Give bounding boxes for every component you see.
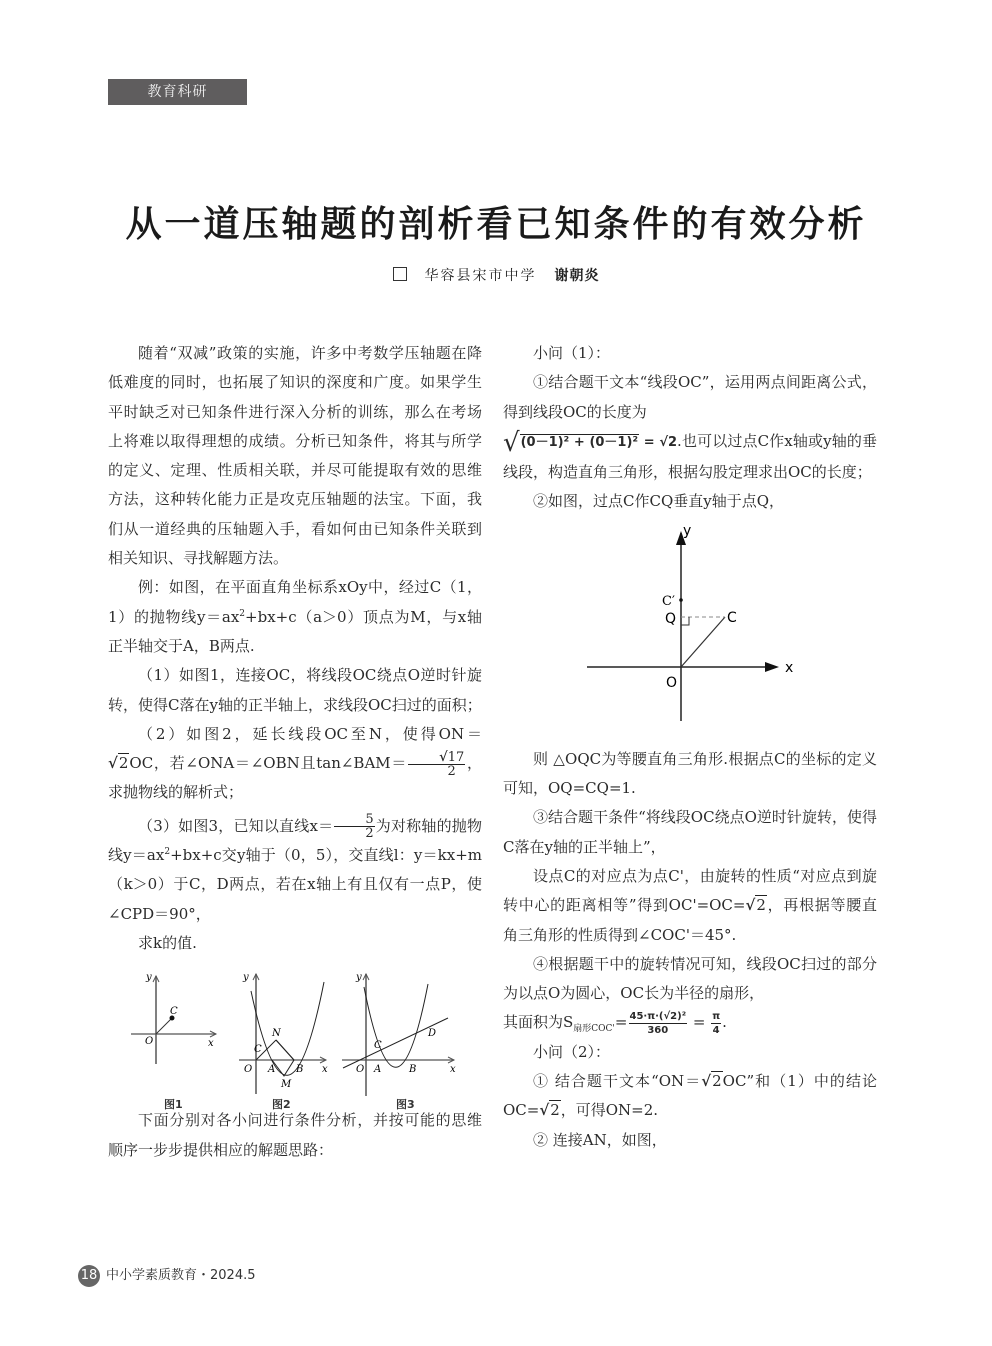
figure-2 <box>236 964 336 1102</box>
fig2-segment-nb <box>276 1040 294 1060</box>
left-column <box>108 339 482 1165</box>
fig3-label-y: y <box>356 972 362 984</box>
intro-paragraph: 随着“双减”政策的实施，许多中考数学压轴题在降低难度的同时，也拓展了知识的深度和广度。如果学生平时缺乏对已知条件进行深入分析的训练，那么在考场上将难以取得理想的成绩。分析已知条件，将其与所学的定义、定理、性质相关联，并尽可能提取有效的思维方法，这种转化能力正是攻克压轴题的法宝。下面，我们从一道经典的压轴题入手，看如何由已知条件关联到相关知识、寻找解题方法。 <box>108 344 482 568</box>
figure-1 <box>126 964 226 1102</box>
fig2-label-a: A <box>268 1064 276 1076</box>
fig2-polygon-n-b-m-a <box>272 1040 294 1076</box>
s1-step-1: ①结合题干文本“线段OC”，运用两点间距离公式，得到线段OC的长度为 √(0－1)² + (0－1)² = √2.也可以过点C作x轴或y轴的垂线段，构造直角三角形，根据勾股定理求出OC的长度； <box>503 373 878 482</box>
fig2-parabola <box>251 982 324 1075</box>
byline <box>0 265 992 285</box>
fig2-label-o: O <box>244 1064 253 1076</box>
point-c-prime <box>679 598 683 602</box>
closing-paragraph: 下面分别对各小问进行条件分析，并按可能的思维顺序一步步提供相应的解题思路： <box>108 1111 482 1159</box>
s1-step-2-result: 则 △OQC为等腰直角三角形.根据点C的坐标的定义可知，OQ=CQ=1. <box>503 749 877 798</box>
fig3-label-x: x <box>450 1064 456 1076</box>
fig1-caption: 图1 <box>164 1098 183 1112</box>
s1-step-3: ③结合题干条件“将线段OC绕点O逆时针旋转，使得C落在y轴的正半轴上”， <box>503 808 877 856</box>
fig3-parabola <box>364 984 428 1067</box>
affiliation: 华容县宋市中学 <box>424 268 537 284</box>
fig3-caption: 图3 <box>396 1098 415 1112</box>
tan-fraction: $\frac{√17}{2}$ <box>408 751 465 778</box>
figures-row <box>108 964 482 1112</box>
diagram-label-q: Q <box>665 610 677 627</box>
question-3-ask: 求k的值. <box>138 933 197 952</box>
diagram-x-arrow <box>765 662 779 672</box>
article-title: 从一道压轴题的剖析看已知条件的有效分析 <box>125 204 867 245</box>
s1-step-2: ②如图，过点C作CQ垂直y轴于点Q， <box>533 492 785 511</box>
fig1-label-y: y <box>146 972 152 984</box>
fig3-label-a: A <box>374 1064 382 1076</box>
fig2-label-c: C <box>254 1044 262 1056</box>
fig2-label-b: B <box>296 1064 304 1076</box>
fig1-label-c: C <box>170 1006 178 1018</box>
square-bullet-icon <box>393 267 407 281</box>
right-angle-mark <box>681 617 689 625</box>
fig3-label-b: B <box>409 1064 417 1076</box>
distance-formula: √(0－1)² + (0－1)² = √2 <box>503 427 678 458</box>
fig2-caption: 图2 <box>272 1098 291 1112</box>
oqc-diagram-svg <box>503 521 877 735</box>
fig3-label-d: D <box>428 1028 437 1040</box>
example-paragraph: 例：如图，在平面直角坐标系xOy中，经过C（1，1）的抛物线$y=ax^2+bx+c(a>0)$顶点为M，与x轴正半轴交于A，B两点. <box>108 578 483 655</box>
journal-name: 中小学素质教育・2024.5 <box>106 1268 256 1283</box>
question-1: （1）如图1，连接OC，将线段OC绕点O逆时针旋转，使得C落在y轴的正半轴上，求线段OC扫过的面积； <box>108 666 482 714</box>
fig3-label-o: O <box>356 1064 365 1076</box>
diagram-label-o: O <box>666 674 678 691</box>
diagram-label-c: C <box>727 609 737 626</box>
subquestion-2-heading: 小问（2）： <box>533 1042 611 1061</box>
s2-step-2: ② 连接AN，如图， <box>533 1130 667 1149</box>
diagram-label-y: y <box>683 522 692 539</box>
right-column <box>503 339 877 1155</box>
fig1-segment-oc <box>156 1018 172 1034</box>
section-tag: 教育科研 <box>108 79 247 105</box>
fig2-label-n: N <box>272 1028 281 1040</box>
author: 谢朝炎 <box>554 268 600 284</box>
area-fraction: $\frac{\text{45·π·(√2)²}}{360}$ <box>629 1010 687 1036</box>
fig1-label-x: x <box>208 1038 214 1050</box>
page-footer <box>78 1264 256 1287</box>
diagram-label-x: x <box>785 659 794 676</box>
subquestion-1-heading: 小问（1）： <box>533 344 611 362</box>
s2-step-1: ① 结合题干文本“ON＝√2OC”和（1）中的结论OC=√2，可得ON=2. <box>503 1072 877 1120</box>
oqc-diagram <box>503 521 877 735</box>
axis-fraction: $\frac{5}{2}$ <box>334 813 374 840</box>
s1-step-3-detail: 设点C的对应点为点C'，由旋转的性质“对应点到旋转中心的距离相等”得到OC'=OC=√2，再根据等腰直角三角形的性质得到∠COC'＝45°. <box>503 866 877 944</box>
question-3: （3）如图3，已知以直线x＝ $\frac{5}{2}$ 为对称轴的抛物线$y=ax^2+bx+c$交y轴于（0，5），交直线l：y＝kx+m（k＞0）于C，D两点，若在x轴上有且仅有一点P，使∠CPD＝90°， <box>108 812 482 923</box>
fig2-label-m: M <box>281 1079 292 1091</box>
area-result: $\frac{\pi}{4}$ <box>712 1010 721 1036</box>
figure-3 <box>340 964 460 1102</box>
fig2-label-y: y <box>243 972 249 984</box>
fig2-label-x: x <box>322 1064 328 1076</box>
fig3-label-c: C <box>374 1040 382 1052</box>
fig1-label-o: O <box>145 1036 154 1048</box>
page-number: 18 <box>78 1265 100 1287</box>
diagram-label-c-prime: C′ <box>662 593 675 609</box>
question-2: （2）如图2，延长线段OC至N，使得ON＝√2OC，若∠ONA＝∠OBN且tan∠BAM＝ $\frac{√17}{2}$ ，求抛物线的解析式； <box>108 724 482 802</box>
s1-step-4: ④根据题干中的旋转情况可知，线段OC扫过的部分为以点O为圆心，OC长为半径的扇形， <box>503 954 877 1003</box>
s1-area-formula: 其面积为$S_{扇形COC'}=$ $\frac{\text{45·π·(√2)²}}{360}$ = $\frac{\pi}{4}$ . <box>503 1010 727 1036</box>
